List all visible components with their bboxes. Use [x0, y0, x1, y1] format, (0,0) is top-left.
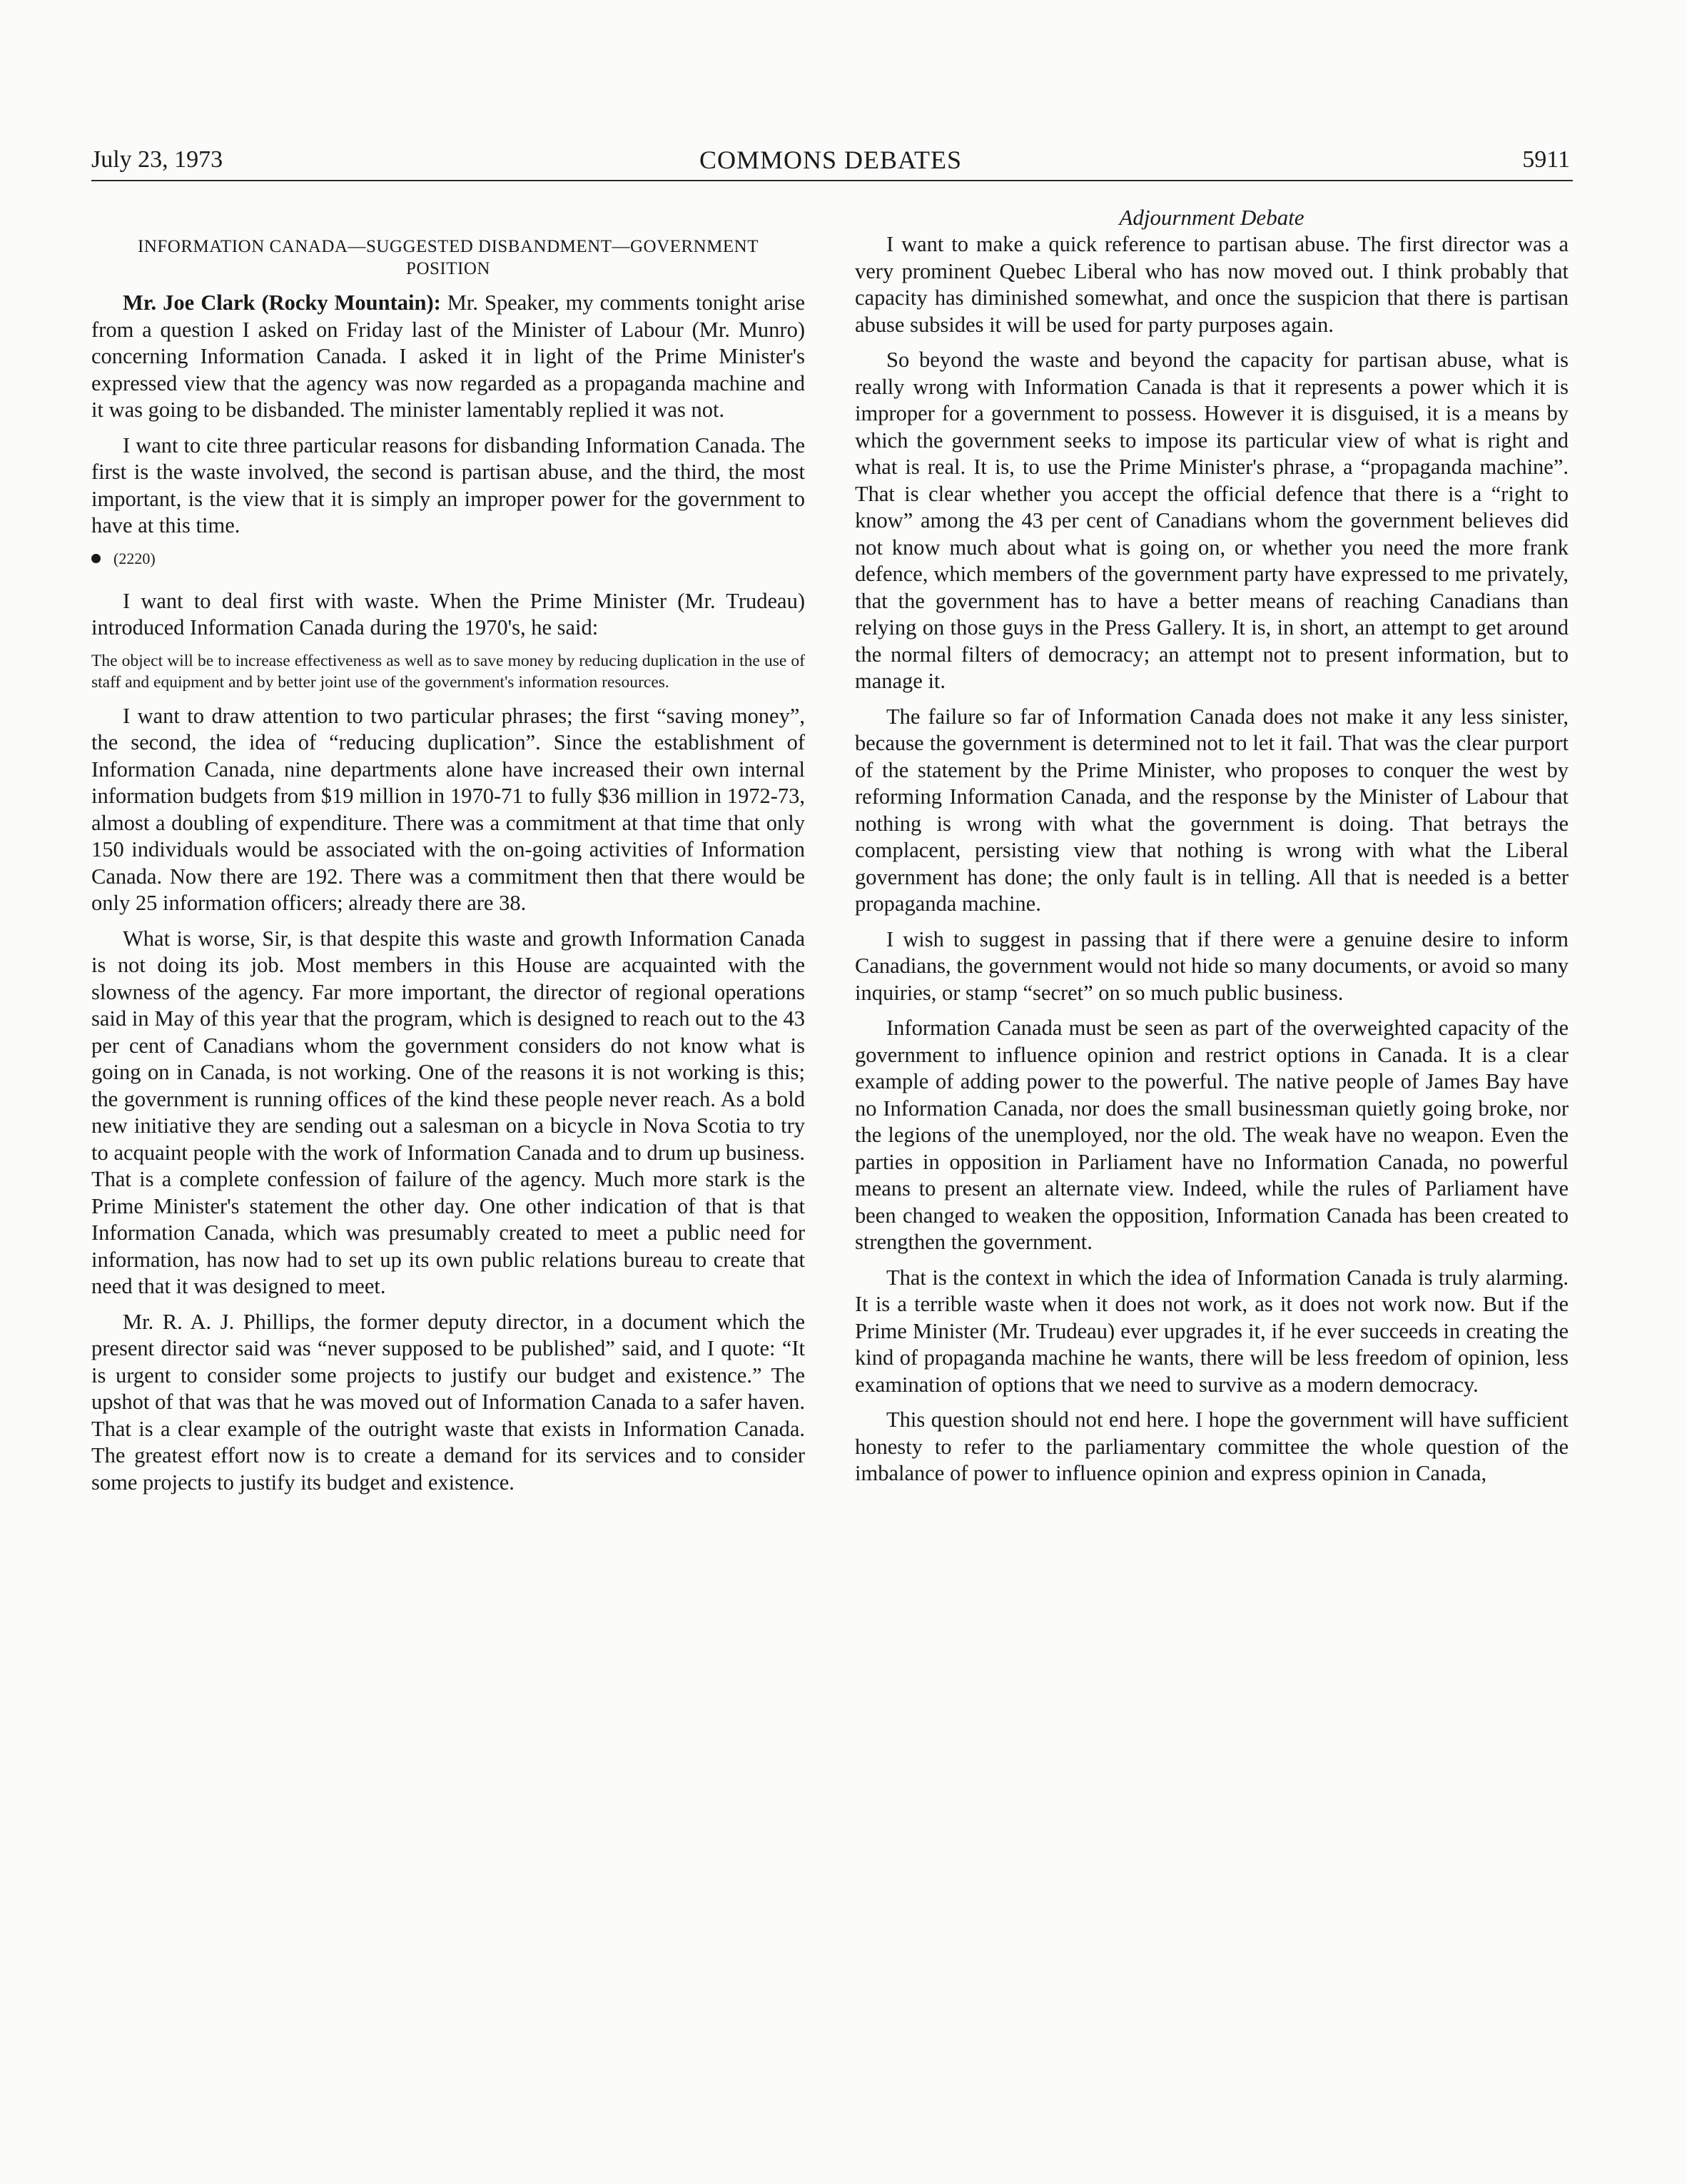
speaker-name: Mr. Joe Clark (Rocky Mountain): [123, 290, 441, 315]
paragraph-text: Mr. Speaker, my comments tonight arise from a question I asked on Friday last of the Minister of Labour (Mr. Munro) concerning Information Canada. I asked it in light of the Prime Minister's expressed view that the agency was now regarded as a propaganda machine and it was going to be disbanded. The minister lamentably replied it was not. [91, 290, 805, 422]
paragraph: What is worse, Sir, is that despite this waste and growth Information Canada is not doing its job. Most members in this House are acquainted with the slowness of the agency. Far more important, the director of regional operations said in May of this year that the program, which is designed to reach out to the 43 per cent of Canadians whom the government considers do not know what is going on in Canada, is not working. One of the reasons it is not working is this; the government is running offices of the kind these people never reach. As a bold new initiative they are sending out a salesman on a bicycle in Nova Scotia to try to acquaint people with the work of Information Canada and to drum up business. That is a complete confession of failure of the agency. Much more stark is the Prime Minister's statement the other day. One other indication of that is that Information Canada, which was presumably created to meet a public need for information, has now had to set up its own public relations bureau to create that need that it was designed to meet. [91, 926, 805, 1298]
paragraph: I want to make a quick reference to partisan abuse. The first director was a very prominent Quebec Liberal who has now moved out. I think probably that capacity has diminished somewhat, and once the suspicion that there is partisan abuse subsides it will be used for party purposes again. [855, 232, 1569, 337]
header-page-number: 5911 [1522, 146, 1570, 173]
right-column [855, 204, 1569, 1496]
section-heading: INFORMATION CANADA—SUGGESTED DISBANDMENT—GOVERNMENT POSITION [138, 237, 759, 278]
paragraph [91, 290, 805, 424]
header-date: July 23, 1973 [91, 146, 223, 173]
page-header [91, 143, 1570, 177]
timestamp-marker [91, 548, 805, 570]
bullet-dot-icon [91, 554, 101, 563]
paragraph: This question should not end here. I hope the government will have sufficient honesty to refer to the parliamentary committee the whole question of the imbalance of power to influence opinion and express opinion in Canada, [855, 1407, 1569, 1485]
timestamp-text: (2220) [113, 549, 156, 567]
running-title: Adjournment Debate [1119, 205, 1304, 230]
paragraph: Mr. R. A. J. Phillips, the former deputy director, in a document which the present director said was “never supposed to be published” said, and I quote: “It is urgent to consider some projects to justify our budget and existence.” The upshot of that was that he was moved out of Information Canada to a safer haven. That is a clear example of the outright waste that exists in Information Canada. The greatest effort now is to create a demand for its services and to consider some projects to justify its budget and existence. [91, 1309, 805, 1495]
paragraph: I want to cite three particular reasons for disbanding Information Canada. The first is the waste involved, the second is partisan abuse, and the third, the most important, is the view that it is simply an improper power for the government to have at this time. [91, 433, 805, 537]
paragraph: The failure so far of Information Canada does not make it any less sinister, because the government is determined not to let it fail. That was the clear purport of the statement by the Prime Minister, who proposes to conquer the west by reforming Information Canada, and the response by the Minister of Labour that nothing is wrong with what the government is doing. That betrays the complacent, persisting view that nothing is wrong with what the Liberal government has done; the only fault is in telling. All that is needed is a better propaganda machine. [855, 704, 1569, 916]
paragraph: Information Canada must be seen as part of the overweighted capacity of the government to influence opinion and restrict options in Canada. It is a clear example of adding power to the powerful. The native people of James Bay have no Information Canada, nor does the small businessman quietly going broke, nor the legions of the unemployed, nor the old. The weak have no weapon. Even the parties in opposition in Parliament have no Information Canada, no powerful means to present an alternate view. Indeed, while the rules of Parliament have been changed to weaken the opposition, Information Canada has been created to strengthen the government. [855, 1016, 1569, 1254]
header-title: COMMONS DEBATES [699, 146, 963, 174]
paragraph: So beyond the waste and beyond the capacity for partisan abuse, what is really wrong with Information Canada is that it represents a power which it is improper for a government to possess. However it is disguised, it is a means by which the government seeks to impose its particular view of what is right and what is real. It is, to use the Prime Minister's phrase, a “propaganda machine”. That is clear whether you accept the official defence that there is a “right to know” among the 43 per cent of Canadians whom the government believes did not know much about what is going on, or whether you need the more frank defence, which members of the government party have expressed to me privately, that the government has to have a better means of reaching Canadians than relying on those guys in the Press Gallery. It is, in short, an attempt to get around the normal filters of democracy; an attempt not to present information, but to manage it. [855, 348, 1569, 693]
block-quote: The object will be to increase effectiveness as well as to save money by reducing duplication in the use of staff and equipment and by better joint use of the government's information resources. [91, 651, 805, 692]
paragraph: I want to draw attention to two particular phrases; the first “saving money”, the second, the idea of “reducing duplication”. Since the establishment of Information Canada, nine departments alone have increased their own internal information budgets from $19 million in 1970-71 to fully $36 million in 1972-73, almost a doubling of expenditure. There was a commitment at that time that only 150 individuals would be associated with the on-going activities of Information Canada. Now there are 192. There was a commitment then that there would be only 25 information officers; already there are 38. [91, 703, 805, 915]
paragraph: That is the context in which the idea of Information Canada is truly alarming. It is a terrible waste when it does not work, as it does not work now. But if the Prime Minister (Mr. Trudeau) ever upgrades it, if he ever succeeds in creating the kind of propaganda machine he wants, there will be less freedom of opinion, less examination of options that we need to survive as a modern democracy. [855, 1265, 1569, 1397]
left-column [91, 204, 805, 1505]
paragraph: I wish to suggest in passing that if there were a genuine desire to inform Canadians, the government would not hide so many documents, or avoid so many inquiries, or stamp “secret” on so much public business. [855, 926, 1569, 1005]
header-rule [91, 180, 1573, 181]
paragraph: I want to deal first with waste. When the Prime Minister (Mr. Trudeau) introduced Information Canada during the 1970's, he said: [91, 588, 805, 639]
